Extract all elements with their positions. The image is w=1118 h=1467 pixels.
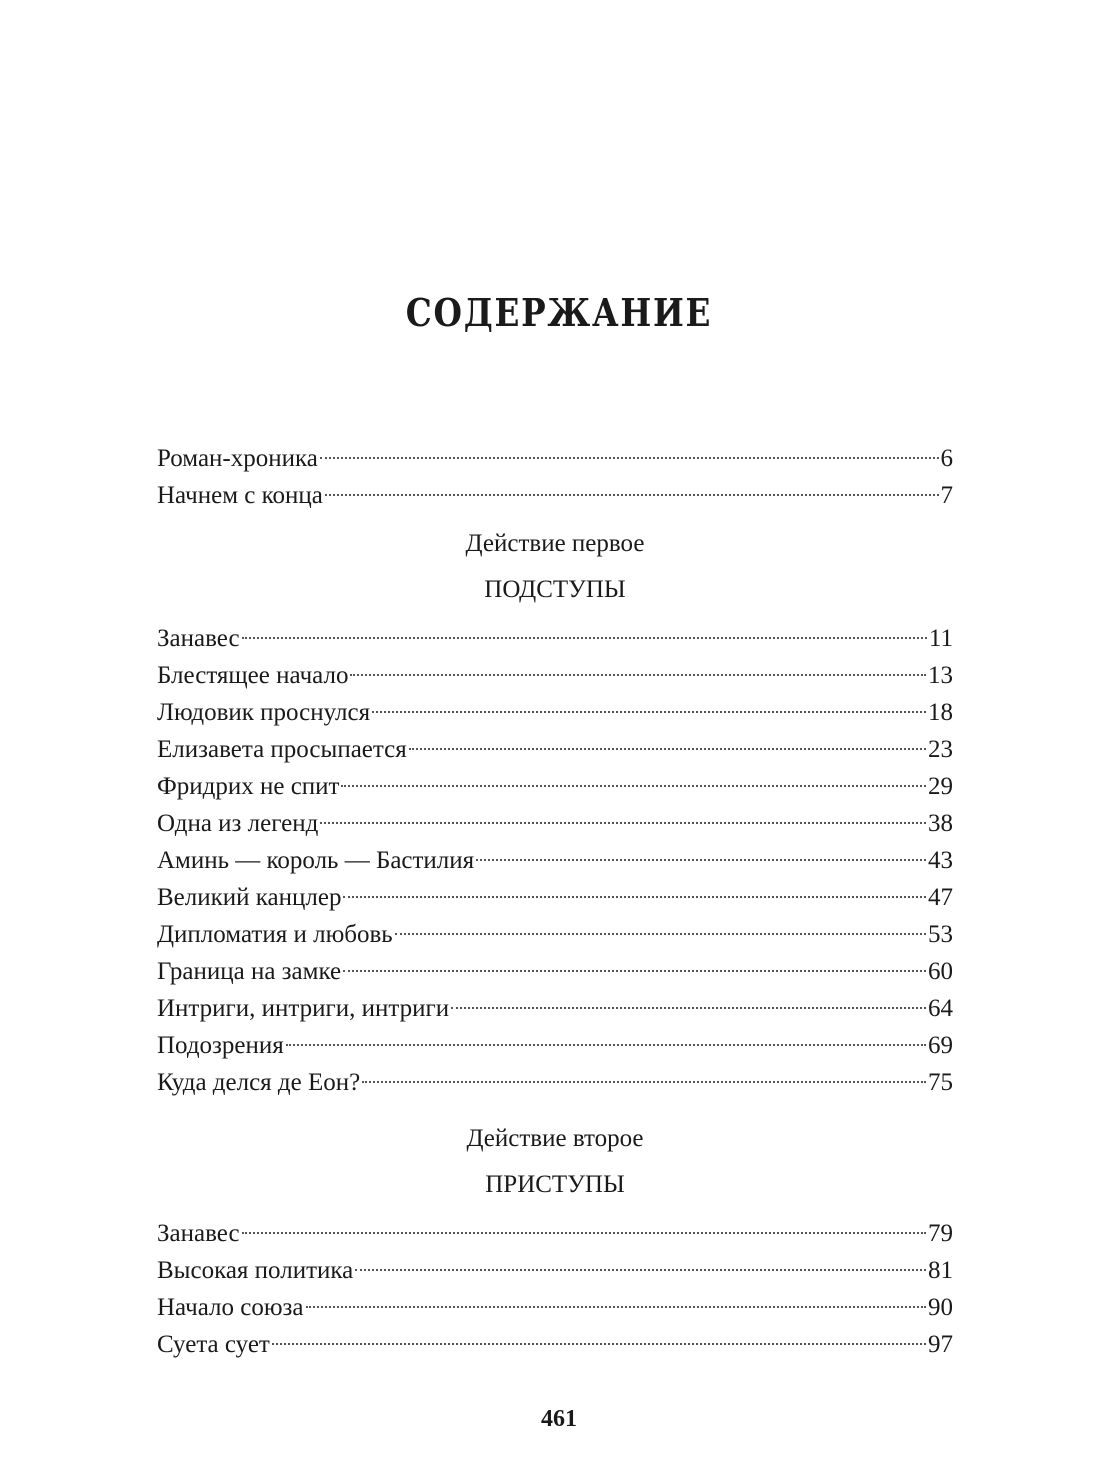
dot-leader bbox=[286, 1044, 926, 1046]
toc-entry-title: Подозрения bbox=[157, 1032, 284, 1059]
toc-entry bbox=[157, 1027, 953, 1064]
toc-entry-title: Суета сует bbox=[157, 1331, 270, 1358]
toc-entry-page: 53 bbox=[928, 921, 953, 948]
dot-leader bbox=[343, 970, 926, 972]
dot-leader bbox=[409, 748, 926, 750]
toc-entry bbox=[157, 440, 953, 477]
toc-entry bbox=[157, 953, 953, 990]
dot-leader bbox=[320, 457, 939, 459]
toc-entry-page: 13 bbox=[928, 662, 953, 689]
page-number: 461 bbox=[541, 1406, 577, 1432]
dot-leader bbox=[320, 822, 926, 824]
toc-entry bbox=[157, 990, 953, 1027]
toc-entry bbox=[157, 1064, 953, 1101]
toc-entry-page: 6 bbox=[940, 445, 953, 472]
toc-entry-page: 29 bbox=[928, 773, 953, 800]
toc-entry-page: 23 bbox=[928, 736, 953, 763]
toc-entry-title: Роман-хроника bbox=[157, 445, 318, 472]
dot-leader bbox=[272, 1343, 926, 1345]
toc-entry-title: Высокая политика bbox=[157, 1257, 354, 1284]
dot-leader bbox=[451, 1007, 926, 1009]
toc-entry-title: Граница на замке bbox=[157, 958, 342, 985]
dot-leader bbox=[343, 896, 926, 898]
part-heading: ПОДСТУПЫ bbox=[484, 576, 626, 603]
dot-leader bbox=[355, 1269, 926, 1271]
toc-entry-page: 43 bbox=[928, 847, 953, 874]
toc-entry bbox=[157, 805, 953, 842]
act-title: Действие второе bbox=[466, 1125, 644, 1152]
toc-entry-page: 18 bbox=[928, 699, 953, 726]
toc-entry bbox=[157, 477, 953, 514]
toc-entry-page: 7 bbox=[940, 482, 953, 509]
dot-leader bbox=[325, 494, 939, 496]
toc-entry-page: 90 bbox=[928, 1294, 953, 1321]
toc-entry bbox=[157, 1289, 953, 1326]
toc-entry-title: Фридрих не спит bbox=[157, 773, 340, 800]
act-title: Действие первое bbox=[465, 530, 645, 557]
toc-entry-title: Занавес bbox=[157, 1220, 240, 1247]
toc-entry-title: Елизавета просыпается bbox=[157, 736, 407, 763]
toc-entry bbox=[157, 842, 953, 879]
toc-entry bbox=[157, 1215, 953, 1252]
table-of-contents bbox=[157, 440, 953, 1363]
dot-leader bbox=[341, 785, 926, 787]
toc-entry bbox=[157, 694, 953, 731]
toc-entry bbox=[157, 768, 953, 805]
toc-entry-page: 69 bbox=[928, 1032, 953, 1059]
toc-entry-title: Блестящее начало bbox=[157, 662, 349, 689]
toc-entry-page: 75 bbox=[928, 1069, 953, 1096]
toc-entry-page: 60 bbox=[928, 958, 953, 985]
toc-entry-title: Аминь — король — Бастилия bbox=[157, 847, 475, 874]
toc-entry-page: 64 bbox=[928, 995, 953, 1022]
dot-leader bbox=[362, 1081, 926, 1083]
toc-entry-page: 81 bbox=[928, 1257, 953, 1284]
toc-entry-page: 11 bbox=[928, 625, 953, 652]
dot-leader bbox=[242, 637, 927, 639]
toc-entry-page: 47 bbox=[928, 884, 953, 911]
toc-entry-title: Начнем с конца bbox=[157, 482, 323, 509]
toc-entry-title: Интриги, интриги, интриги bbox=[157, 995, 450, 1022]
toc-entry bbox=[157, 1252, 953, 1289]
dot-leader bbox=[306, 1306, 926, 1308]
part-heading: ПРИСТУПЫ bbox=[485, 1171, 625, 1198]
dot-leader bbox=[476, 859, 926, 861]
toc-entry bbox=[157, 657, 953, 694]
dot-leader bbox=[242, 1232, 926, 1234]
toc-entry-title: Одна из легенд bbox=[157, 810, 319, 837]
toc-entry-page: 38 bbox=[928, 810, 953, 837]
toc-entry-title: Занавес bbox=[157, 625, 240, 652]
toc-entry-title: Людовик проснулся bbox=[157, 699, 371, 726]
toc-entry-title: Куда делся де Еон? bbox=[157, 1069, 361, 1096]
toc-entry bbox=[157, 731, 953, 768]
toc-entry-title: Великий канцлер bbox=[157, 884, 342, 911]
dot-leader bbox=[395, 933, 926, 935]
toc-entry bbox=[157, 620, 953, 657]
toc-entry bbox=[157, 879, 953, 916]
toc-entry-title: Дипломатия и любовь bbox=[157, 921, 393, 948]
dot-leader bbox=[350, 674, 926, 676]
toc-entry-title: Начало союза bbox=[157, 1294, 304, 1321]
toc-entry bbox=[157, 916, 953, 953]
dot-leader bbox=[372, 711, 926, 713]
toc-entry bbox=[157, 1326, 953, 1363]
toc-entry-page: 97 bbox=[928, 1331, 953, 1358]
page-title: СОДЕРЖАНИЕ bbox=[405, 290, 713, 335]
toc-entry-page: 79 bbox=[928, 1220, 953, 1247]
